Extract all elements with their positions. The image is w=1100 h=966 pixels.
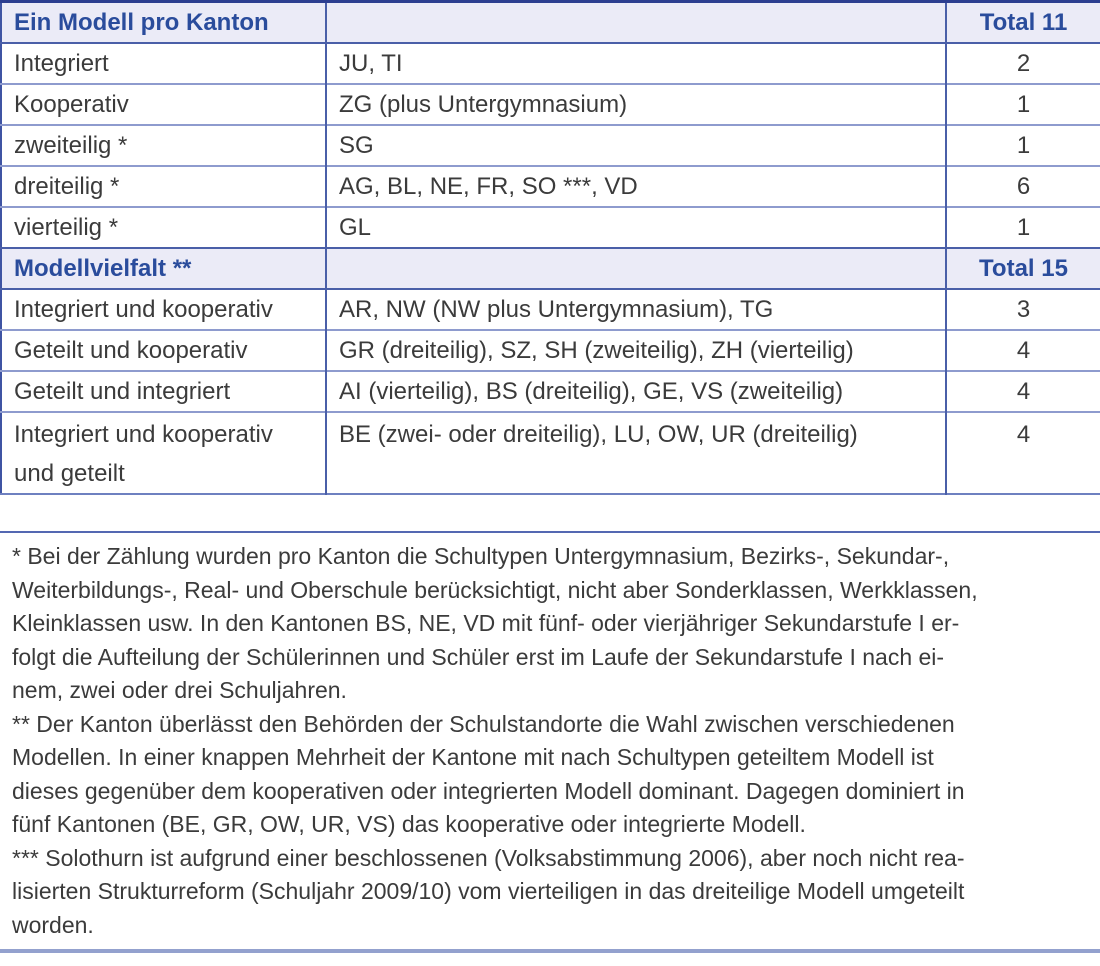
table-row: [1, 412, 1100, 494]
table-row: [1, 166, 1100, 207]
footnote-line: *** Solothurn ist aufgrund einer beschlossenen (Volksabstimmung 2006), aber noch nicht rea-: [12, 844, 965, 871]
footnote-line: nem, zwei oder drei Schuljahren.: [12, 677, 347, 703]
section-header-row: [1, 2, 1100, 44]
count-cell: 1: [946, 207, 1100, 248]
table-row: [1, 330, 1100, 371]
model-cell: zweiteilig *: [1, 125, 326, 166]
section-title-cell: Ein Modell pro Kanton: [1, 2, 326, 44]
model-cell: Kooperativ: [1, 84, 326, 125]
count-cell: 1: [946, 84, 1100, 125]
cantons-cell: AI (vierteilig), BS (dreiteilig), GE, VS (zweiteilig): [326, 371, 946, 412]
count-cell: 3: [946, 289, 1100, 330]
footnote-line: lisierten Strukturreform (Schuljahr 2009/10) vom vierteiligen in das dreiteilige Modell umgeteilt: [12, 878, 965, 904]
model-cell: dreiteilig *: [1, 166, 326, 207]
cantons-cell: JU, TI: [326, 43, 946, 84]
count-cell: 4: [946, 412, 1100, 494]
footnote-line: fünf Kantonen (BE, GR, OW, UR, VS) das kooperative oder integrierte Modell.: [12, 811, 806, 837]
model-cell: Integriert und kooperativ und geteilt: [1, 412, 326, 494]
footnote-line: worden.: [12, 911, 94, 938]
cantons-cell: GR (dreiteilig), SZ, SH (zweiteilig), ZH (vierteilig): [326, 330, 946, 371]
footnote-line: Kleinklassen usw. In den Kantonen BS, NE, VD mit fünf- oder vierjähriger Sekundarstufe I er-: [12, 610, 960, 636]
section-cantons-cell: [326, 2, 946, 44]
count-cell: 6: [946, 166, 1100, 207]
model-cell: Geteilt und kooperativ: [1, 330, 326, 371]
cantons-cell: ZG (plus Untergymnasium): [326, 84, 946, 125]
table-row: [1, 84, 1100, 125]
count-cell: 2: [946, 43, 1100, 84]
count-cell: 4: [946, 330, 1100, 371]
count-cell: 1: [946, 125, 1100, 166]
cantons-cell: AR, NW (NW plus Untergymnasium), TG: [326, 289, 946, 330]
table-row: [1, 43, 1100, 84]
section-cantons-cell: [326, 248, 946, 289]
footnote-line: Modellen. In einer knappen Mehrheit der Kantone mit nach Schultypen geteiltem Modell ist: [12, 744, 934, 770]
cantons-cell: BE (zwei- oder dreiteilig), LU, OW, UR (dreiteilig): [326, 412, 946, 494]
footnote-line: folgt die Aufteilung der Schülerinnen und Schüler erst im Laufe der Sekundarstufe I nach ei-: [12, 643, 945, 670]
section-title-cell: Modellvielfalt **: [1, 248, 326, 289]
count-cell: 4: [946, 371, 1100, 412]
footnote-line: ** Der Kanton überlässt den Behörden der Schulstandorte die Wahl zwischen verschiedenen: [12, 710, 955, 737]
section-total-cell: Total 11: [946, 2, 1100, 44]
cantons-cell: AG, BL, NE, FR, SO ***, VD: [326, 166, 946, 207]
table-row: [1, 125, 1100, 166]
section-header-row: [1, 248, 1100, 289]
footnote-line: dieses gegenüber dem kooperativen oder integrierten Modell dominant. Dagegen dominiert in: [12, 777, 965, 804]
model-cell: Integriert: [1, 43, 326, 84]
table-row: [1, 371, 1100, 412]
table-row: [1, 207, 1100, 248]
cantons-cell: SG: [326, 125, 946, 166]
model-cell: Geteilt und integriert: [1, 371, 326, 412]
table-row: [1, 289, 1100, 330]
footnotes-section: [0, 531, 1100, 942]
footnote-line: Weiterbildungs-, Real- und Oberschule berücksichtigt, nicht aber Sonderklassen, Werkklassen,: [12, 576, 978, 603]
footnote-line: * Bei der Zählung wurden pro Kanton die Schultypen Untergymnasium, Bezirks-, Sekundar-,: [12, 543, 950, 569]
section-total-cell: Total 15: [946, 248, 1100, 289]
model-cell: vierteilig *: [1, 207, 326, 248]
cantons-cell: GL: [326, 207, 946, 248]
bottom-rule: [0, 949, 1100, 953]
model-cell: Integriert und kooperativ: [1, 289, 326, 330]
